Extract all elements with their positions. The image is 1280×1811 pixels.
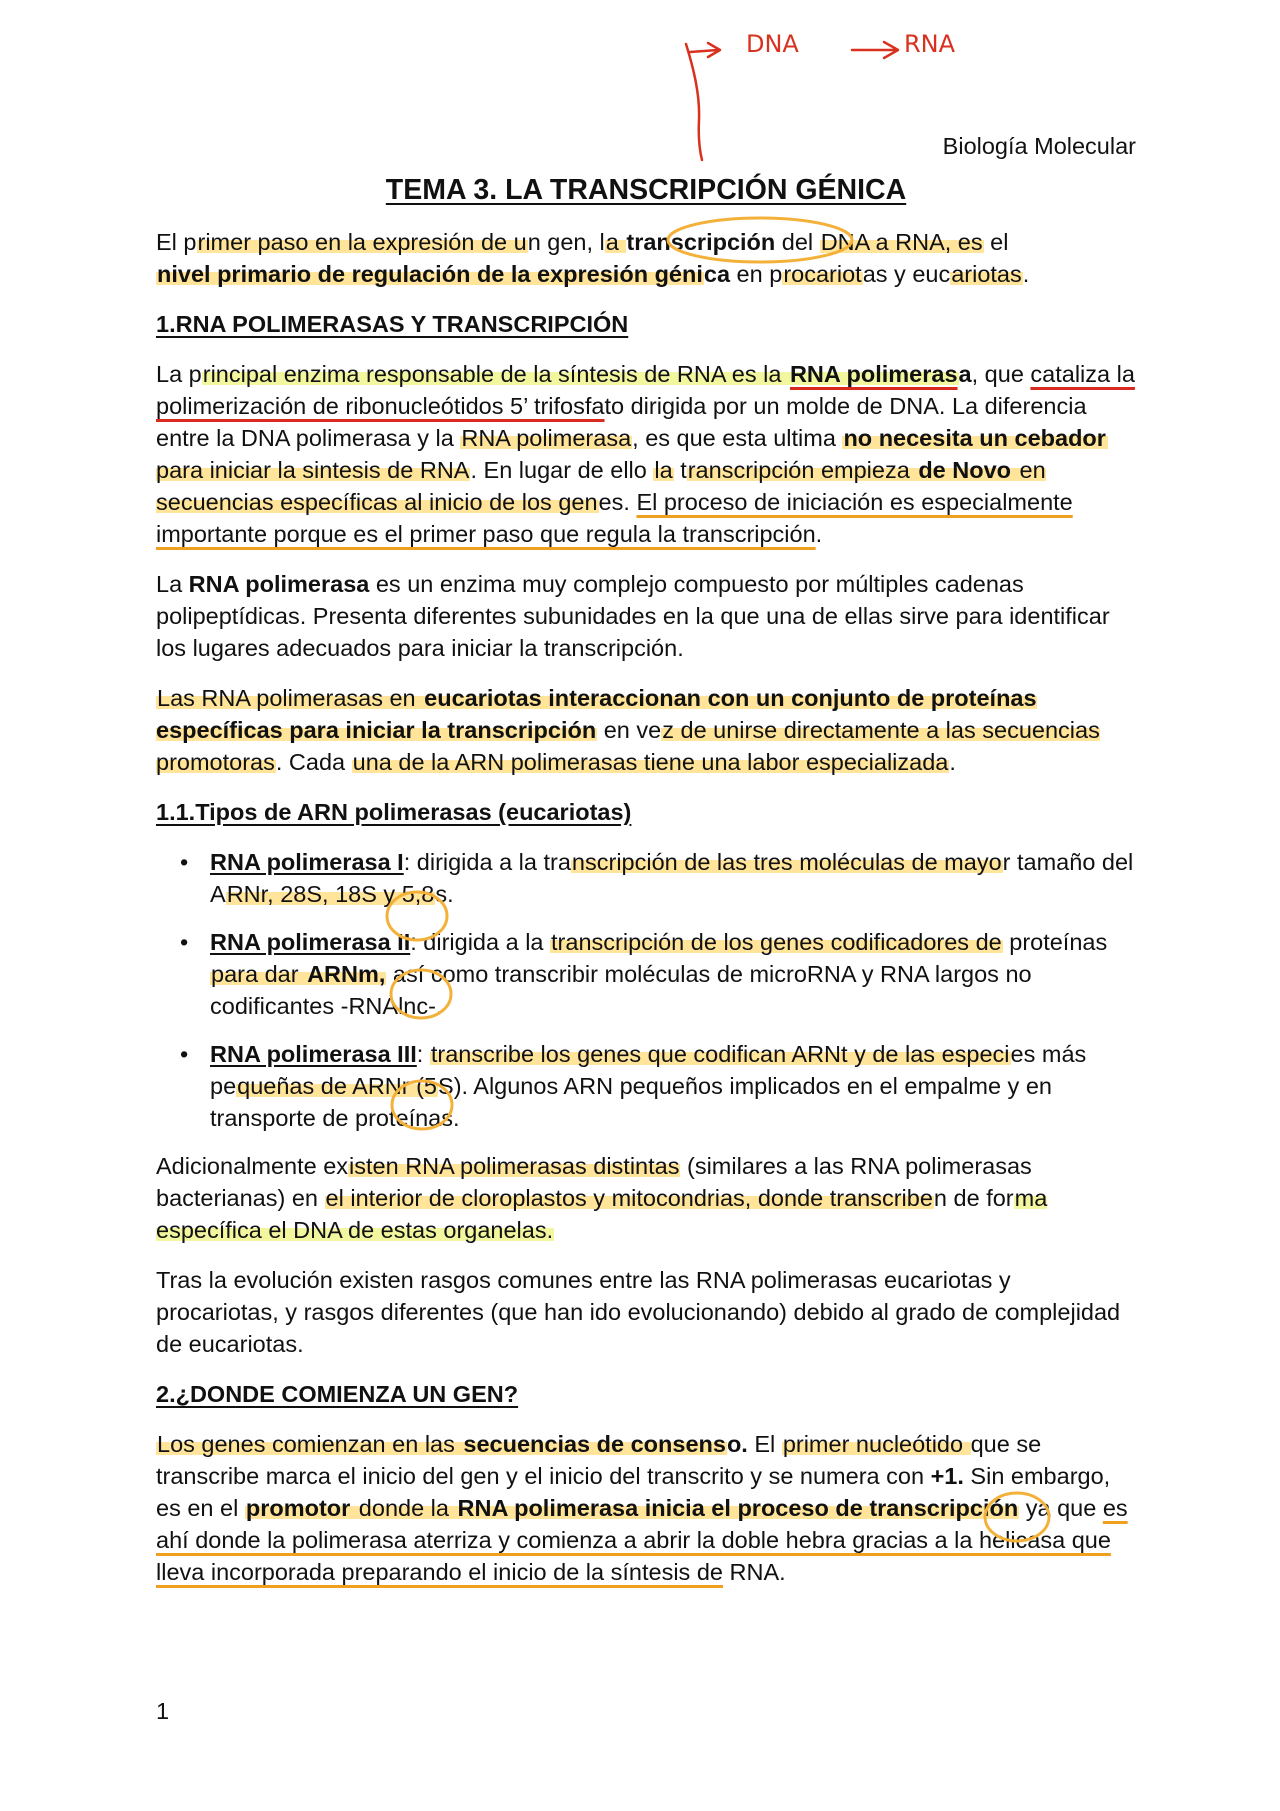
highlight: nivel primario de regulación de la expresión géni [157, 261, 703, 287]
highlight: Los genes comienzan en las [157, 1431, 462, 1457]
section-heading-2: 2.¿DONDE COMIENZA UN GEN? [156, 1381, 519, 1407]
section1-paragraph-1: La principal enzima responsable de la síntesis de RNA es la RNA polimerasa, que cataliza la polimerización de ribonucleótidos 5’ trifosfato dirigida por un molde de DNA. La diferencia entre la DNA polimerasa y la RNA polimerasa, es que esta ultima no necesita un cebador para iniciar la sintesis de RNA. En lugar de ello la transcripción empieza de Novo en secuencias específicas al inicio de los genes. El proceso de iniciación es especialmente importante porque es el primer paso que regula la transcripción. [156, 361, 1135, 547]
document-header-subject: Biología Molecular [942, 133, 1136, 159]
highlight: de Novo [918, 457, 1012, 483]
orange-underline: es ahí donde la polimerasa aterriza y comienza a abrir la doble hebra gracias a la helicasa que lleva incorporada preparando el inicio de la síntesis de [156, 1495, 1128, 1585]
paragraph-evolution: Tras la evolución existen rasgos comunes entre las RNA polimerasas eucariotas y procariotas, y rasgos diferentes (que han ido evolucionando) debido al grado de complejidad de eucariotas. [156, 1267, 1121, 1357]
highlight: transcribe los genes que codifican ARNt y de las especi [430, 1041, 1010, 1067]
bold-term [917, 457, 1012, 483]
section-heading-1: 1.RNA POLIMERASAS Y TRANSCRIPCIÓN [156, 311, 629, 337]
annotation-dna-label: DNA [746, 30, 799, 58]
highlight: una de la ARN polimerasas tiene una labor especializada [352, 749, 949, 775]
highlight: ma específica el DNA de estas organelas. [156, 1185, 1048, 1243]
highlight: DNA a RNA, es [820, 229, 983, 255]
bold-term: secuencias de consenso. [463, 1431, 748, 1457]
highlight: en secuencias específicas al inicio de los gen [156, 457, 1046, 515]
page-title: TEMA 3. LA TRANSCRIPCIÓN GÉNICA [385, 174, 907, 206]
highlight: isten RNA polimerasas distintas [349, 1153, 680, 1179]
highlight: RNA polimerasa [461, 425, 632, 451]
highlight: para iniciar la sintesis de RNA [156, 425, 1108, 483]
list-item: • RNA polimerasa I: dirigida a la transcripción de las tres moléculas de mayor tamaño del ARNr, 28S, 18S y 5,8s. [210, 846, 1136, 910]
highlight: primer nucleótido [782, 1431, 970, 1457]
highlight: secuencias de consens [463, 1431, 726, 1457]
highlight: Las RNA polimerasas en [157, 685, 423, 711]
polymerase-name: RNA polimerasa II [210, 929, 411, 955]
highlight: nscripción de las tres moléculas de mayo [571, 849, 1002, 875]
polymerase-name: RNA polimerasa I [210, 849, 404, 875]
highlight: a [605, 229, 626, 255]
section1-paragraph-2: La RNA polimerasa es un enzima muy complejo compuesto por múltiples cadenas polipeptídicas. Presenta diferentes subunidades en la que una de ellas sirve para identificar los lugares adecuados para iniciar la transcripción. [156, 571, 1110, 661]
highlight: el interior de cloroplastos y mitocondrias, donde transcribe [325, 1185, 933, 1211]
highlight: RNA polimerasa inicia el proceso de transcripción [457, 1495, 1019, 1521]
list-item: • RNA polimerasa III: transcribe los genes que codifican ARNt y de las especies más pequeñas de ARNr (5S). Algunos ARN pequeños implicados en el empalme y en transporte de proteínas. [210, 1038, 1136, 1134]
highlight: z de unirse directamente a las secuencias promotoras [156, 717, 1100, 775]
highlight: promotor [245, 1495, 351, 1521]
highlight: RNA polimeras [789, 361, 958, 387]
highlight: transcripción de los genes codificadores de [551, 929, 1002, 955]
list-item: • RNA polimerasa II: dirigida a la transcripción de los genes codificadores de proteínas para dar ARNm, así como transcribir moléculas de microRNA y RNA largos no codificantes -RNAlnc-. [210, 926, 1136, 1022]
highlight: ranscripción empieza [687, 457, 917, 483]
document-page [156, 130, 1136, 1606]
bold-term: RNA polimerasa [789, 361, 972, 387]
red-underline: cataliza la polimerización de ribonucleótidos 5’ trifosfa [156, 361, 1135, 419]
polymerase-name: RNA polimerasa III [210, 1041, 417, 1067]
highlight: rimer paso en la expresión de u [197, 229, 527, 255]
highlight: donde la [352, 1495, 456, 1521]
paragraph-organelle-polymerases: Adicionalmente existen RNA polimerasas distintas (similares a las RNA polimerasas bacterianas) en el interior de cloroplastos y mitocondrias, donde transcriben de forma específica el DNA de estas organelas. [156, 1153, 1048, 1243]
highlight: rincipal enzima responsable de la síntesis de RNA es la [202, 361, 788, 387]
bold-term: +1. [930, 1463, 964, 1489]
intro-paragraph: El primer paso en la expresión de un gen, la transcripción del DNA a RNA, es el nivel primario de regulación de la expresión génica en procariotas y eucariotas. [156, 229, 1030, 287]
highlight: queñas de ARNr (5 [237, 1073, 438, 1099]
highlight: la [654, 457, 673, 483]
highlight: para dar [211, 961, 306, 987]
section2-paragraph-1: Los genes comienzan en las secuencias de consenso. El primer nucleótido que se transcribe marca el inicio del gen y el inicio del transcrito y se numera con +1. Sin embargo, es en el promotor donde la RNA polimerasa inicia el proceso de transcripción ya que es ahí donde la polimerasa aterriza y comienza a abrir la doble hebra gracias a la helicasa que lleva incorporada preparando el inicio de la síntesis de RNA. [156, 1431, 1128, 1585]
highlight: ariotas [951, 261, 1022, 287]
bold-term: transcripción [626, 229, 776, 255]
bold-term: RNA polimerasa [188, 571, 370, 597]
highlight: eucariotas interaccionan con un conjunto de proteínas específicas para iniciar la transcripción [156, 685, 1037, 743]
highlight: rocariot [783, 261, 862, 287]
page-number: 1 [156, 1698, 170, 1724]
annotation-rna-label: RNA [904, 30, 956, 58]
bold-term: nivel primario de regulación de la expresión génica [157, 261, 731, 287]
bold-term [306, 961, 386, 987]
highlight: no necesita un cebador [843, 425, 1106, 451]
bold-term [842, 425, 1106, 451]
section1-paragraph-3: Las RNA polimerasas en eucariotas interaccionan con un conjunto de proteínas específicas para iniciar la transcripción en vez de unirse directamente a las secuencias promotoras. Cada una de la ARN polimerasas tiene una labor especializada. [156, 685, 1100, 775]
polymerase-list [156, 846, 1136, 1134]
section-heading-1-1: 1.1.Tipos de ARN polimerasas (eucariotas) [156, 799, 632, 825]
handwritten-annotation [706, 30, 1006, 70]
highlight: RNr, 28S, 18S y 5,8 [226, 881, 435, 907]
bold-term [457, 1495, 1020, 1521]
bold-term [245, 1495, 351, 1521]
orange-underline: El proceso de iniciación es especialmente importante porque es el primer paso que regula la transcripción [156, 489, 1073, 547]
highlight: ARNm, [307, 961, 386, 987]
